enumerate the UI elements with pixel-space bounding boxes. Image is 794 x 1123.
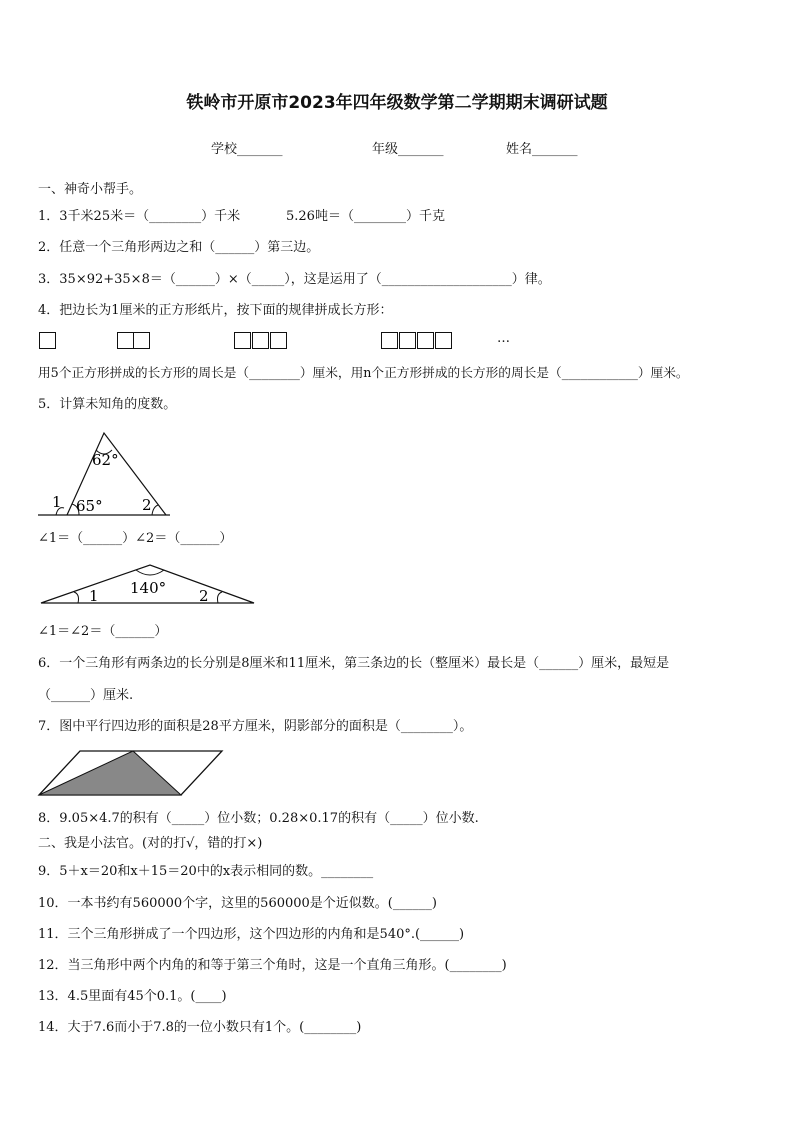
question-2: 2．任意一个三角形两边之和（______）第三边。 [38, 240, 320, 255]
question-4-answer: 用5个正方形拼成的长方形的周长是（________）厘米，用n个正方形拼成的长方形的周长是（____________）厘米。 [38, 365, 689, 380]
question-13: 13．4.5里面有45个0.1。(____) [38, 989, 227, 1004]
question-5: 5．计算未知角的度数。 [38, 397, 177, 412]
page-title: 铁岭市开原市2023年四年级数学第二学期期末调研试题 [186, 93, 608, 113]
question-12: 12．当三角形中两个内角的和等于第三个角时，这是一个直角三角形。(________) [38, 958, 507, 973]
angle-1-label-2: 1 [89, 587, 99, 605]
name-field[interactable]: 姓名_______ [506, 142, 578, 157]
triangle-figure-1 [36, 428, 176, 520]
triangle-figure-2 [38, 562, 260, 608]
section-1-heading: 一、神奇小帮手。 [38, 182, 143, 197]
question-8: 8．9.05×4.7的积有（_____）位小数；0.28×0.17的积有（_____）位小数. [38, 811, 479, 826]
question-5-answer-1: ∠1＝（______）∠2＝（______） [38, 531, 233, 546]
parallelogram-figure [36, 748, 226, 798]
question-11: 11．三个三角形拼成了一个四边形，这个四边形的内角和是540°.(______) [38, 927, 465, 942]
question-14: 14．大于7.6而小于7.8的一位小数只有1个。(________) [38, 1020, 362, 1035]
question-1a: 1．3千米25米＝（________）千米 [38, 209, 241, 224]
question-5-answer-2: ∠1＝∠2＝（______） [38, 624, 168, 639]
school-field[interactable]: 学校_______ [211, 142, 283, 157]
angle-140-label: 140° [130, 579, 167, 597]
question-1b: 5.26吨＝（________）千克 [286, 209, 445, 224]
section-2-heading: 二、我是小法官。(对的打√，错的打×) [38, 836, 263, 851]
angle-65-label: 65° [76, 497, 103, 515]
question-7: 7．图中平行四边形的面积是28平方厘米，阴影部分的面积是（________）。 [38, 719, 473, 734]
sequence-ellipsis: … [497, 331, 510, 346]
grade-field[interactable]: 年级_______ [372, 142, 444, 157]
angle-2-label-2: 2 [199, 587, 209, 605]
question-10: 10．一本书约有560000个字，这里的560000是个近似数。(______) [38, 896, 437, 911]
question-4: 4．把边长为1厘米的正方形纸片，按下面的规律拼成长方形： [38, 303, 393, 318]
angle-1-label: 1 [52, 493, 62, 511]
question-6-line-2: （______）厘米. [38, 688, 134, 703]
angle-62-label: 62° [92, 451, 119, 469]
question-6-line-1: 6．一个三角形有两条边的长分别是8厘米和11厘米，第三条边的长（整厘米）最长是（______）厘米，最短是 [38, 656, 670, 671]
angle-2-label: 2 [142, 496, 152, 514]
question-9: 9．5＋x＝20和x＋15＝20中的x表示相同的数。________ [38, 864, 374, 879]
question-3: 3．35×92+35×8＝（______）×（_____），这是运用了（____________________）律。 [38, 272, 551, 287]
